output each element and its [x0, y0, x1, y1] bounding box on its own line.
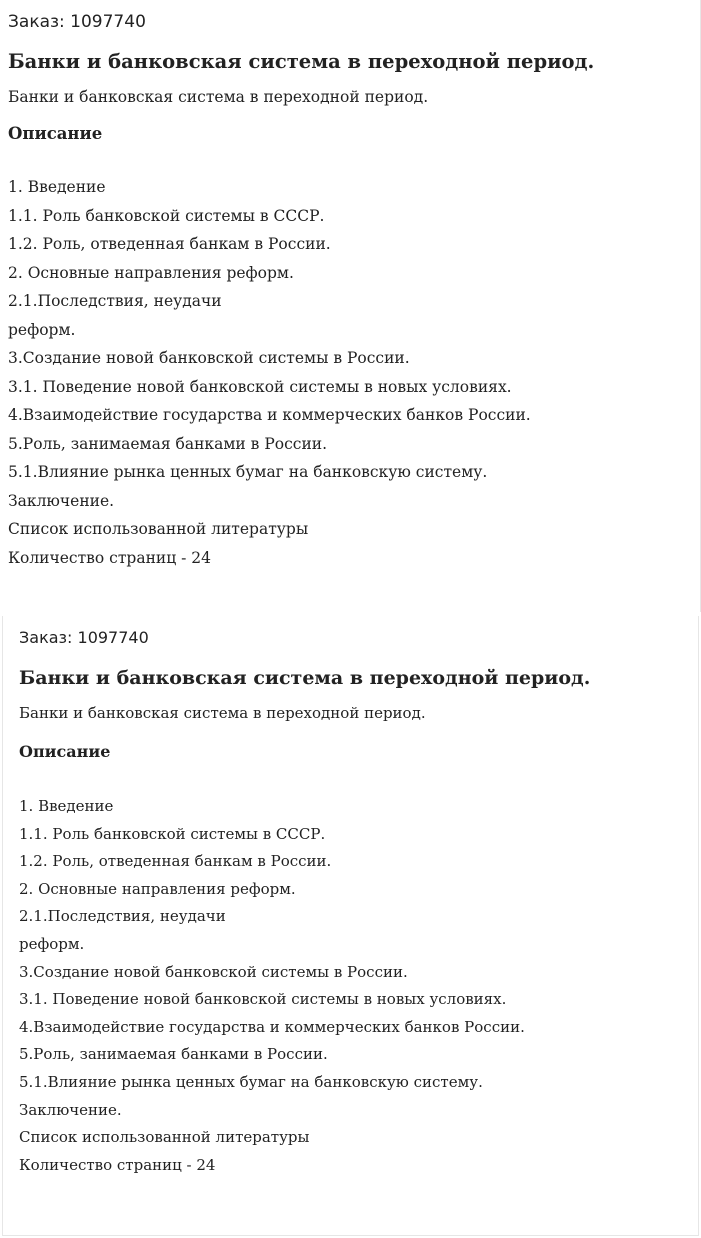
toc-item: 2. Основные направления реформ.	[8, 263, 294, 282]
toc-item: 1. Введение	[19, 797, 114, 815]
toc-item: Заключение.	[8, 491, 115, 510]
table-of-contents	[19, 793, 682, 1179]
toc-item: Список использованной литературы	[8, 520, 309, 538]
toc-item: 3.Создание новой банковской системы в России.	[8, 349, 410, 367]
toc-item: 3.Создание новой банковской системы в России.	[19, 962, 408, 981]
page-count: Количество страниц - 24	[19, 1155, 216, 1174]
document-subtitle: Банки и банковская система в переходной период.	[8, 88, 429, 106]
order-card-2	[2, 616, 699, 1236]
toc-item: 2. Основные направления реформ.	[19, 879, 296, 898]
toc-item: 2.1.Последствия, неудачи	[8, 292, 222, 310]
document-title: Банки и банковская система в переходной период.	[19, 667, 591, 689]
toc-item: 3.1. Поведение новой банковской системы в новых условиях.	[19, 990, 507, 1009]
toc-item: реформ.	[8, 320, 76, 339]
toc-item: 1.2. Роль, отведенная банкам в России.	[19, 852, 332, 871]
toc-item: 3.1. Поведение новой банковской системы в новых условиях.	[8, 377, 512, 396]
document-subtitle: Банки и банковская система в переходной период.	[19, 704, 426, 722]
description-heading: Описание	[19, 742, 111, 761]
toc-item: 5.1.Влияние рынка ценных бумаг на банковскую систему.	[19, 1072, 483, 1091]
table-of-contents	[8, 173, 692, 572]
toc-item: реформ.	[19, 934, 85, 953]
toc-item: 1. Введение	[8, 178, 106, 196]
document-title: Банки и банковская система в переходной период.	[8, 50, 595, 73]
order-number: Заказ: 1097740	[8, 12, 146, 32]
toc-item: 4.Взаимодействие государства и коммерческих банков России.	[8, 406, 531, 424]
toc-item: 5.Роль, занимаемая банками в России.	[8, 434, 328, 453]
toc-item: Список использованной литературы	[19, 1128, 310, 1147]
toc-item: Заключение.	[19, 1100, 122, 1119]
toc-item: 1.2. Роль, отведенная банкам в России.	[8, 235, 331, 253]
order-number: Заказ: 1097740	[19, 628, 149, 647]
description-heading: Описание	[8, 124, 103, 143]
toc-item: 2.1.Последствия, неудачи	[19, 907, 226, 926]
toc-item: 5.1.Влияние рынка ценных бумаг на банковскую систему.	[8, 463, 488, 481]
toc-item: 4.Взаимодействие государства и коммерческих банков России.	[19, 1017, 525, 1036]
toc-item: 1.1. Роль банковской системы в СССР.	[19, 824, 326, 843]
page-count: Количество страниц - 24	[8, 548, 212, 567]
order-card-1	[0, 0, 701, 612]
toc-item: 5.Роль, занимаемая банками в России.	[19, 1045, 328, 1064]
toc-item: 1.1. Роль банковской системы в СССР.	[8, 206, 325, 225]
